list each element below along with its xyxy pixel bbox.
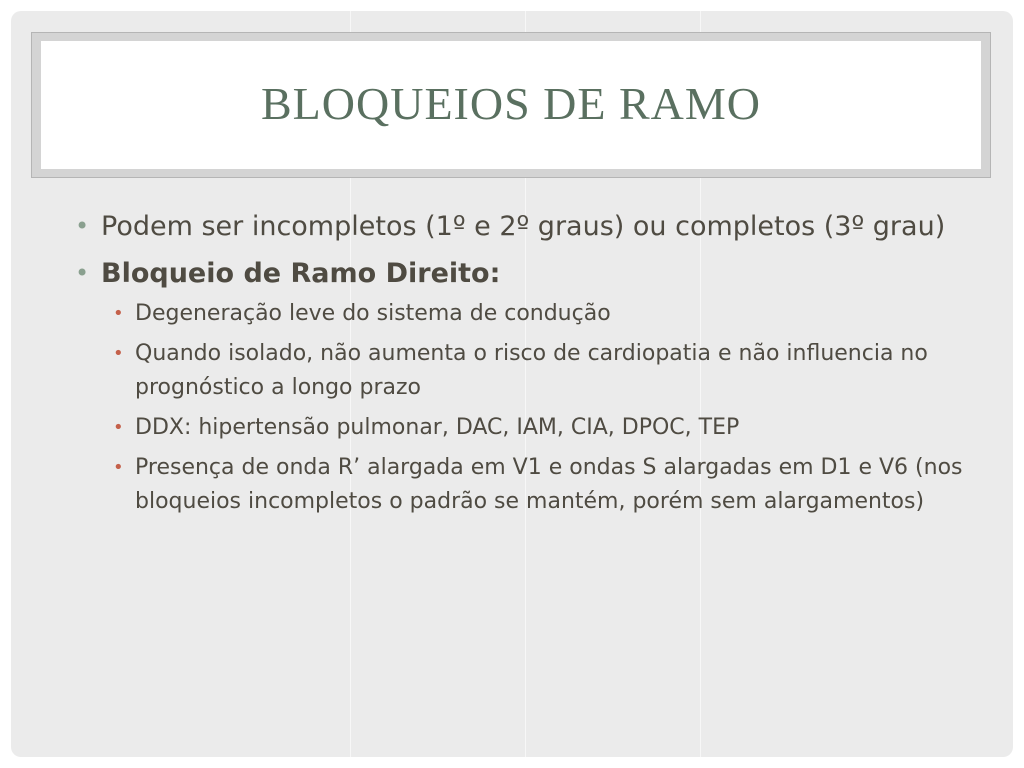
slide-content	[73, 207, 973, 527]
sub-bullet-list	[101, 297, 973, 519]
sub-bullet-text: DDX: hipertensão pulmonar, DAC, IAM, CIA, DPOC, TEP	[135, 415, 740, 440]
title-frame	[31, 32, 991, 178]
bullet-list	[73, 207, 973, 519]
sub-bullet-item	[101, 337, 973, 405]
bullet-dot-icon: •	[75, 212, 90, 240]
bullet-item	[73, 207, 973, 246]
bullet-text: Podem ser incompletos (1º e 2º graus) ou completos (3º grau)	[101, 211, 946, 242]
sub-bullet-dot-icon: •	[113, 303, 124, 324]
slide-title: BLOQUEIOS DE RAMO	[261, 78, 761, 129]
sub-bullet-item	[101, 411, 973, 445]
bullet-text: Bloqueio de Ramo Direito:	[101, 258, 501, 289]
title-box	[41, 41, 981, 169]
sub-bullet-dot-icon: •	[113, 457, 124, 478]
bullet-dot-icon: •	[75, 259, 90, 287]
sub-bullet-item	[101, 451, 973, 519]
sub-bullet-dot-icon: •	[113, 343, 124, 364]
sub-bullet-dot-icon: •	[113, 417, 124, 438]
sub-bullet-text: Degeneração leve do sistema de condução	[135, 301, 611, 326]
sub-bullet-item	[101, 297, 973, 331]
sub-bullet-text: Quando isolado, não aumenta o risco de cardiopatia e não influencia no prognóstico a longo prazo	[135, 341, 928, 400]
bullet-item	[73, 254, 973, 519]
sub-bullet-text: Presença de onda R’ alargada em V1 e ondas S alargadas em D1 e V6 (nos bloqueios incompletos o padrão se mantém, porém sem alargamentos)	[135, 455, 963, 514]
slide	[11, 11, 1013, 757]
